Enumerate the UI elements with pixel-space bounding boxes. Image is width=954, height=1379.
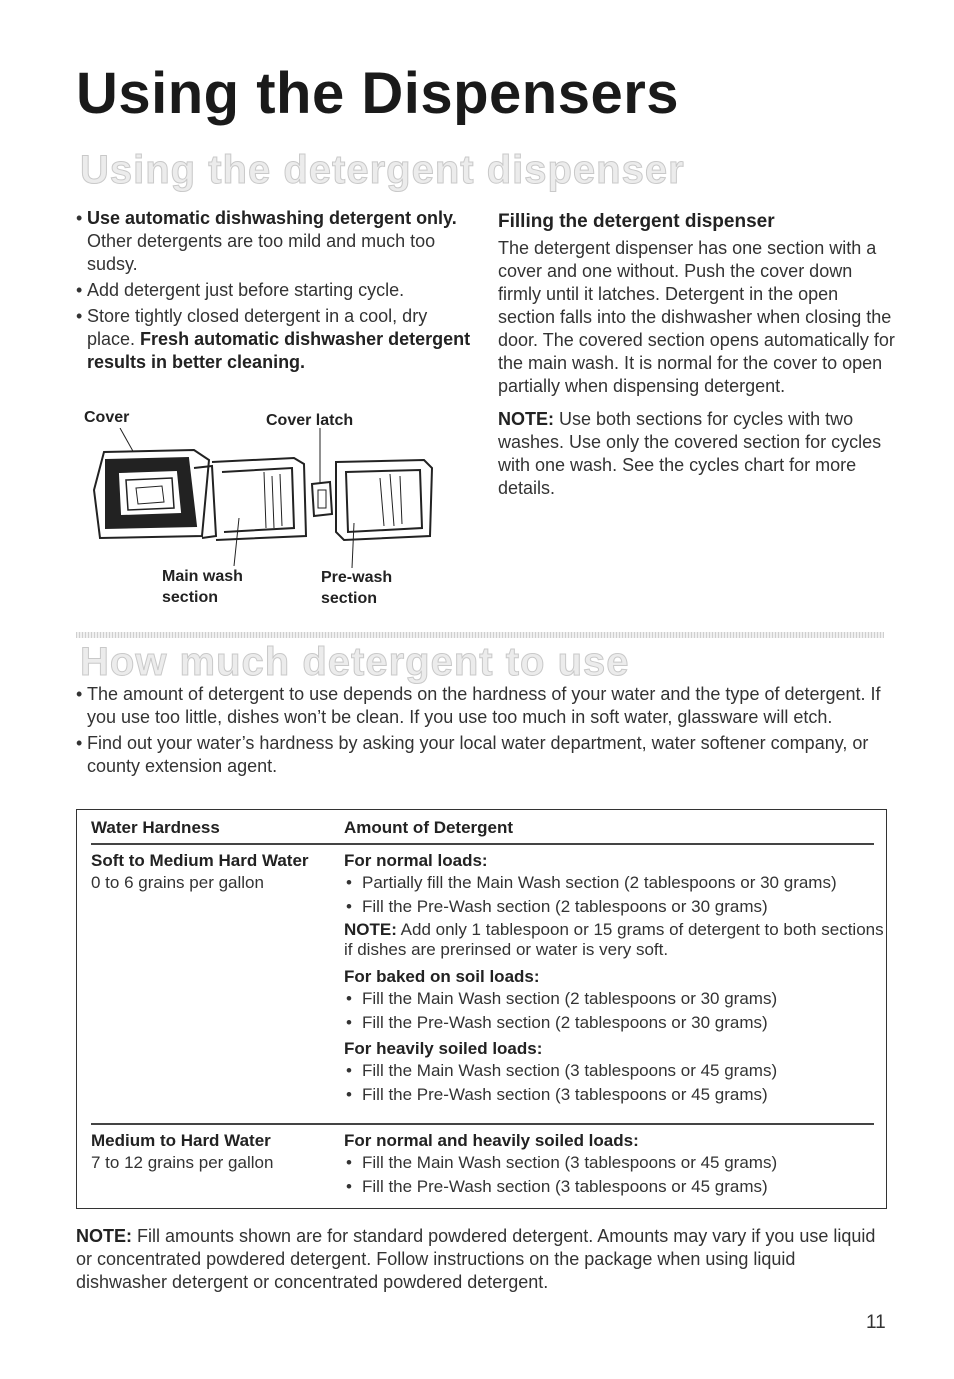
filling-section [498,209,898,500]
filling-heading: Filling the detergent dispenser [498,211,775,232]
row2-amount: For normal and heavily soiled loads: • Fill the Main Wash section (3 tablespoons or 45 grams) • Fill the Pre-Wash section (3 tablespoons or 45 grams) [344,1130,886,1200]
hardness-bullets [76,683,891,781]
list-item: • Fill the Main Wash section (3 tablespoons or 45 grams) [344,1060,886,1082]
dispenser-bullets [76,207,471,377]
detergent-table [76,809,887,1209]
list-item: • Fill the Main Wash section (2 tablespoons or 30 grams) [344,988,886,1010]
filling-note: NOTE: Use both sections for cycles with two washes. Use only the covered section for cycles with one wash. See the cycles chart for more details. [498,409,882,498]
page-number: 11 [866,1312,886,1333]
row1-hardness: Soft to Medium Hard Water 0 to 6 grains per gallon [91,851,309,892]
list-item: • Fill the Pre-Wash section (3 tablespoons or 45 grams) [344,1084,886,1106]
row1-amount: For normal loads: • Partially fill the Main Wash section (2 tablespoons or 30 grams) • Fill the Pre-Wash section (2 tablespoons or 30 grams) NOTE: Add only 1 tablespoon or 15 grams of detergent to both sections if dishes are prerinsed or water is very soft. For baked on soil loads: • Fill the Main Wash section (2 tablespoons or 30 grams) • Fill the Pre-Wash section (2 tablespoons or 30 grams) For heavily soiled loads: • Fill the Main Wash section (3 tablespoons or 45 grams) • Fill the Pre-Wash section (3 tablespoons or 45 grams) [344,850,886,1108]
figure-label-main-wash: Main wash section [162,568,243,606]
page-title: Using the Dispensers [76,61,680,126]
list-item: • Fill the Main Wash section (3 tablespoons or 45 grams) [344,1152,886,1174]
list-item: • Fill the Pre-Wash section (2 tablespoons or 30 grams) [344,896,886,918]
figure-label-cover: Cover [84,409,130,426]
list-item: • Fill the Pre-Wash section (2 tablespoons or 30 grams) [344,1012,886,1034]
figure-label-pre-wash: Pre-wash section [321,569,393,607]
list-item: • Fill the Pre-Wash section (3 tablespoons or 45 grams) [344,1176,886,1198]
list-item: • Find out your water’s hardness by asking your local water department, water softener company, or county extension agent. [76,732,891,778]
list-item: • Store tightly closed detergent in a cool, dry place. Fresh automatic dishwasher detergent results in better cleaning. [76,305,471,374]
filling-paragraph: The detergent dispenser has one section with a cover and one without. Push the cover down firmly until it latches. Detergent in the open section falls into the dishwasher when closing the door. The covered section opens automatically for the main wash. It is normal for the cover to open partially when dispensing detergent. [498,238,895,396]
list-item: • Add detergent just before starting cycle. [76,279,471,302]
list-item: • Use automatic dishwashing detergent only. Other detergents are too mild and much too sudsy. [76,207,471,276]
table-header-amount: Amount of Detergent [344,818,514,837]
figure-label-cover-latch: Cover latch [266,412,354,429]
row2-hardness: Medium to Hard Water 7 to 12 grains per gallon [91,1131,274,1172]
list-item: • Partially fill the Main Wash section (2 tablespoons or 30 grams) [344,872,886,894]
table-header-water-hardness: Water Hardness [91,818,220,837]
list-item: • The amount of detergent to use depends on the hardness of your water and the type of detergent. If you use too little, dishes won’t be clean. If you use too much in soft water, glassware will etch. [76,683,891,729]
section-heading-detergent-dispenser: Using the detergent dispenser [80,148,685,192]
detergent-dispenser-illustration [84,428,444,568]
table-rule [91,843,874,845]
table-rule [91,1123,874,1125]
footnote: NOTE: Fill amounts shown are for standard powdered detergent. Amounts may vary if you use liquid or concentrated powdered detergent. Follow instructions on the package when using liquid dishwasher detergent or concentrated powdered detergent. [76,1226,876,1292]
section-heading-how-much: How much detergent to use [80,640,630,684]
section-divider [76,632,884,638]
